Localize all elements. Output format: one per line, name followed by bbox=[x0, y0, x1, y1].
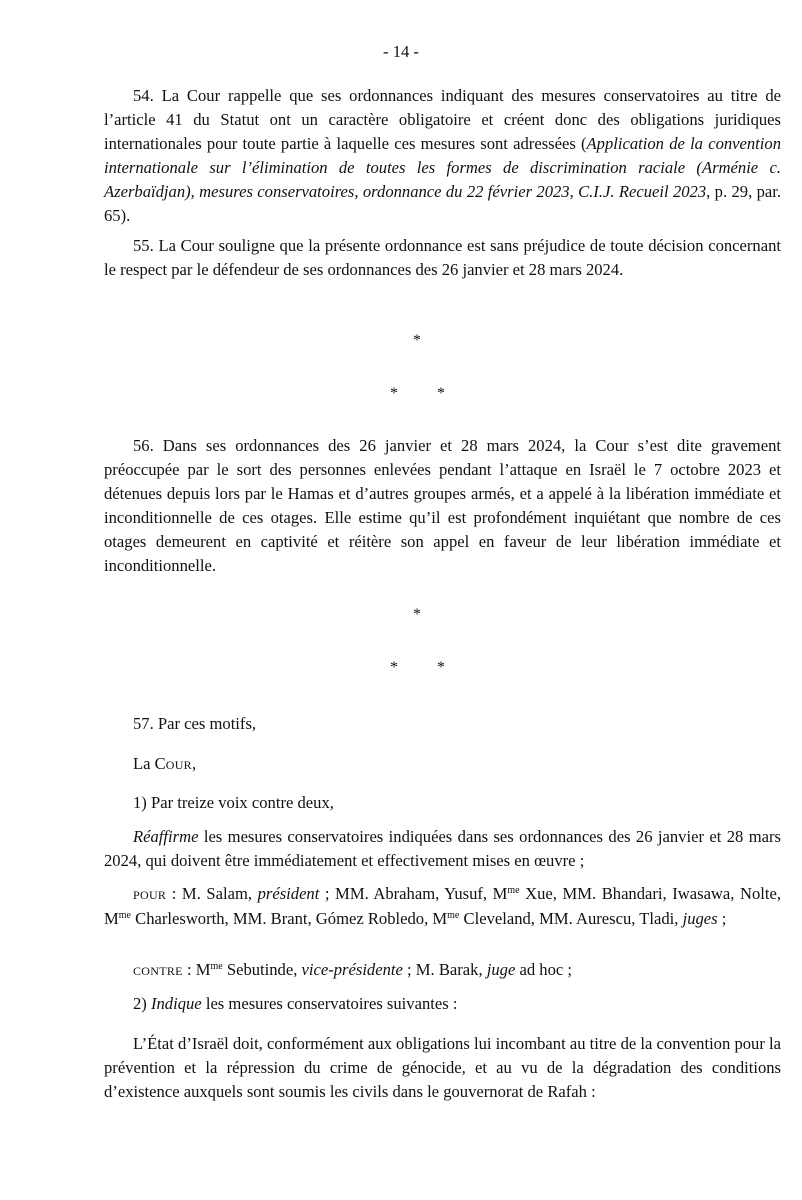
pour-juges: juges bbox=[682, 909, 718, 928]
pour-text: Xue, MM. Bhandari, Iwasawa, Nolte, M bbox=[104, 884, 781, 928]
pour-text: ; MM. Abraham, Yusuf, M bbox=[319, 884, 508, 903]
separator-star: * bbox=[413, 332, 421, 349]
pour-text: Cleveland, MM. Aurescu, Tladi, bbox=[459, 909, 683, 928]
paragraph-56: 56. Dans ses ordonnances des 26 janvier et 28 mars 2024, la Cour s’est dite gravement préoccupée par le sort des personnes enlevées pendant l’attaque en Israël le 7 octobre 2023 et détenues depuis lors par le Hamas et d’autres groupes armés, et a appelé à la libération immédiate et inconditionnelle de ces otages. Elle estime qu’il est profondément inquiétant que nombre de ces otages demeurent en captivité et réitère son appel en faveur de leur libération immédiate et inconditionnelle. bbox=[104, 436, 781, 575]
paragraph-55: 55. La Cour souligne que la présente ordonnance est sans préjudice de toute décision concernant le respect par le défendeur de ses ordonnances des 26 janvier et 28 mars 2024. bbox=[104, 236, 781, 279]
pour-sup: me bbox=[507, 885, 520, 896]
point-1: 1) Par treize voix contre deux, bbox=[133, 793, 334, 812]
contre-text: Sebutinde, bbox=[222, 960, 302, 979]
contre-label: CONTRE bbox=[133, 964, 183, 978]
vote-contre bbox=[104, 958, 781, 983]
pour-label: POUR bbox=[133, 888, 167, 902]
pour-text: ; bbox=[717, 909, 727, 928]
separator-star: * bbox=[413, 606, 421, 623]
separator-star: * bbox=[390, 385, 398, 402]
pour-sup: me bbox=[118, 910, 131, 921]
contre-text: : M bbox=[182, 960, 211, 979]
reaffirme-paragraph bbox=[104, 825, 781, 873]
point2-prefix: 2) bbox=[133, 994, 151, 1013]
pour-text: Charlesworth, MM. Brant, Gómez Robledo, M bbox=[130, 909, 448, 928]
pour-text: : M. Salam, bbox=[166, 884, 258, 903]
contre-juge: juge bbox=[486, 960, 516, 979]
etat-paragraph: L’État d’Israël doit, conformément aux obligations lui incombant au titre de la convention pour la prévention et la répression du crime de génocide, et au vu de la dégradation des conditions d’existence auxquels sont soumis les civils dans le gouvernorat de Rafah : bbox=[104, 1034, 781, 1101]
point2-verb: Indique bbox=[150, 994, 202, 1013]
la-cour-heading bbox=[104, 752, 781, 777]
reaffirme-verb: Réaffirme bbox=[133, 827, 199, 846]
la-cour-suffix: , bbox=[191, 754, 197, 773]
separator-star: * bbox=[437, 659, 445, 676]
contre-text: ; M. Barak, bbox=[402, 960, 487, 979]
contre-sup: me bbox=[210, 961, 223, 972]
la-cour-prefix: La bbox=[133, 754, 155, 773]
contre-vice-presidente: vice-présidente bbox=[301, 960, 403, 979]
la-cour-rest: OUR bbox=[165, 758, 192, 772]
point2-text: les mesures conservatoires suivantes : bbox=[201, 994, 458, 1013]
point-2 bbox=[104, 992, 781, 1016]
reaffirme-text: les mesures conservatoires indiquées dans ses ordonnances des 26 janvier et 28 mars 2024, qui doivent être immédiatement et effectivement mises en œuvre ; bbox=[104, 827, 781, 870]
para54-end: , p. 29, par. 65). bbox=[104, 182, 781, 225]
para54-text: 54. La Cour rappelle que ses ordonnances indiquant des mesures conservatoires au titre de l’article 41 du Statut ont un caractère obligatoire et créent donc des obligations juridiques internationales pour toute partie à laquelle ces mesures sont adressées ( bbox=[104, 86, 781, 153]
separator-star: * bbox=[437, 385, 445, 402]
paragraph-57: 57. Par ces motifs, bbox=[133, 714, 257, 733]
para54-citation: Application de la convention internationale sur l’élimination de toutes les formes de discrimination raciale (Arménie c. Azerbaïdjan), mesures conservatoires, ordonnance du 22 février 2023, C.I.J. Recueil 2023 bbox=[104, 134, 782, 201]
paragraph-54 bbox=[104, 84, 781, 228]
separator-star: * bbox=[390, 659, 398, 676]
la-cour-c: C bbox=[154, 754, 166, 773]
pour-president: président bbox=[257, 884, 320, 903]
contre-text: ad hoc ; bbox=[515, 960, 573, 979]
vote-pour bbox=[104, 882, 781, 931]
page-number: - 14 - bbox=[383, 42, 419, 61]
pour-sup: me bbox=[447, 910, 460, 921]
